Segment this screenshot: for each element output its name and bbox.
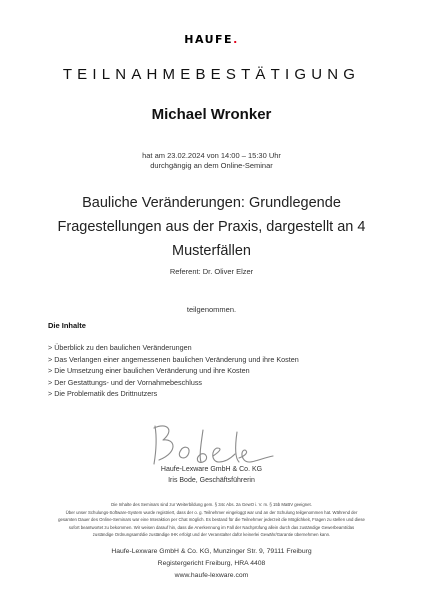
signature-name: Iris Bode, Geschäftsführerin	[168, 477, 255, 484]
signature-company: Haufe-Lexware GmbH & Co. KG	[160, 466, 263, 473]
certificate-title: TEILNAHMEBESTÄTIGUNG	[62, 66, 361, 83]
seminar-title: Bauliche Veränderungen: Grundlegende Fragestellungen aus der Praxis, dargestellt an 4 Musterfällen	[57, 195, 366, 259]
fineprint-block	[45, 501, 378, 539]
footer-register: Registergericht Freiburg, HRA 4408	[157, 560, 266, 567]
recipient-name: Michael Wronker	[151, 106, 272, 123]
contents-item: > Überblick zu den baulichen Veränderungen	[48, 343, 192, 352]
contents-item: > Das Verlangen einer angemessenen baulichen Veränderung und ihre Kosten	[48, 354, 299, 364]
contents-list	[48, 342, 299, 400]
fineprint-line: zuständige Ordnungsamt/die zuständige IHK erfolgt und der Veranstalter dafür keinerlei Gewähr/Garantie übernehmen kann.	[92, 532, 331, 538]
fineprint-line: sofort beantwortet zu bekommen. Wir weisen darauf hin, dass die Anerkennung im Fall der Nachprüfung allein durch das zuständige Gewerbeamt/das	[68, 524, 355, 530]
footer-website: www.haufe-lexware.com	[174, 572, 249, 579]
format-line: durchgängig an dem Online-Seminar	[150, 161, 273, 170]
logo-dot: .	[233, 33, 239, 46]
haufe-logo	[0, 33, 423, 46]
fineprint-line: Über unser Schulungs-Software-System wurde registriert, dass der o. g. Teilnehmer eingeloggt war und an der Schulung teilgenommen hat. Während der	[65, 509, 358, 515]
logo-text: HAUFE	[184, 33, 234, 46]
fineprint-line: Die Inhalte des Seminars sind zur Weiterbildung gem. § 34c Abs. 2a GewO i. V. m. § 15b MaBV geeignet.	[111, 502, 312, 507]
participated-line: teilgenommen.	[186, 305, 237, 314]
contents-item: > Die Umsetzung einer baulichen Veränderung und ihre Kosten	[48, 366, 250, 376]
contents-heading: Die Inhalte	[48, 321, 86, 330]
fineprint-line: gesamten Dauer des Online-Seminars war eine Interaktion per Chat möglich. Es bestand für die Teilnehmer jederzeit die Möglichkeit, Fragen zu stellen und diese	[58, 517, 365, 523]
referent-line: Referent: Dr. Oliver Elzer	[169, 267, 254, 276]
date-line: hat am 23.02.2024 von 14:00 – 15:30 Uhr	[142, 151, 281, 160]
contents-item: > Der Gestattungs- und der Vornahmebeschluss	[48, 377, 203, 387]
contents-item: > Die Problematik des Drittnutzers	[48, 389, 158, 399]
footer-address: Haufe-Lexware GmbH & Co. KG, Munzinger Str. 9, 79111 Freiburg	[111, 548, 312, 555]
